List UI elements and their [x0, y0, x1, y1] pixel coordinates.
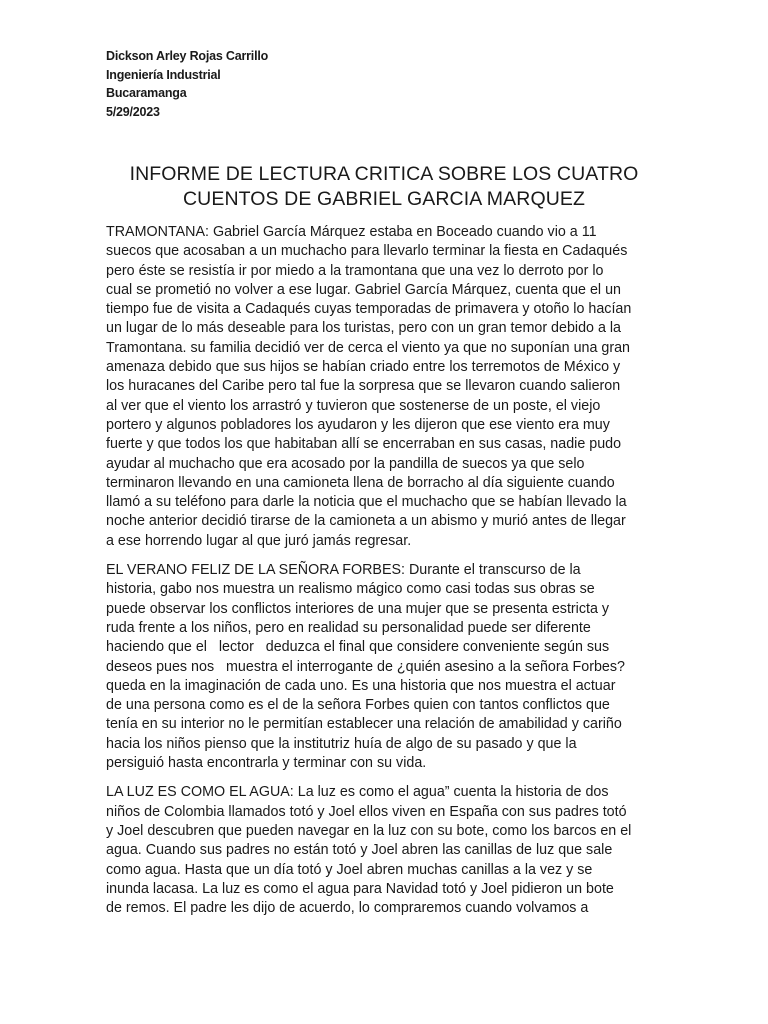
- text-line: TRAMONTANA: Gabriel García Márquez estaba en Boceado cuando vio a 11: [106, 224, 597, 240]
- program-name: Ingeniería Industrial: [106, 67, 221, 82]
- paragraph-tramontana: [106, 223, 666, 551]
- text-line: terminaron llevando en una camioneta llena de borracho al día siguiente cuando: [106, 474, 615, 491]
- text-line: los huracanes del Caribe pero tal fue la sorpresa que se llevaron cuando salieron: [106, 378, 621, 395]
- author-name: Dickson Arley Rojas Carrillo: [106, 49, 269, 63]
- text-line: cual se prometió no volver a ese lugar. Gabriel García Márquez, cuenta que el un: [106, 281, 621, 298]
- text-line: queda en la imaginación de cada uno. Es una historia que nos muestra el actuar: [106, 677, 616, 694]
- text-line: portero y algunos pobladores los ayudaron y les dijeron que ese viento era muy: [106, 416, 610, 433]
- paragraph-verano-feliz: [106, 561, 666, 773]
- text-line: ruda frente a los niños, pero en realidad su personalidad puede ser diferente: [106, 619, 591, 636]
- text-line: a ese horrendo lugar al que juró jamás regresar.: [106, 532, 412, 549]
- text-line: pero éste se resistía ir por miedo a la tramontana que una vez lo derroto por lo: [106, 262, 604, 279]
- text-line: LA LUZ ES COMO EL AGUA: La luz es como el agua” cuenta la historia de dos: [106, 784, 609, 801]
- document-date: 5/29/2023: [106, 104, 160, 119]
- text-line: un lugar de lo más deseable para los turistas, pero con un gran temor debido a la: [106, 320, 622, 337]
- text-line: agua. Cuando sus padres no están totó y Joel abren las canillas de luz que sale: [106, 842, 613, 859]
- text-line: EL VERANO FELIZ DE LA SEÑORA FORBES: Durante el transcurso de la: [106, 562, 581, 579]
- text-line: persiguió hasta encontrarla y terminar con su vida.: [106, 755, 427, 772]
- title-line: INFORME DE LECTURA CRITICA SOBRE LOS CUATRO: [129, 163, 639, 185]
- text-line: al ver que el viento los arrastró y tuvieron que sostenerse de un poste, el viejo: [106, 397, 601, 414]
- text-line: deseos pues nos muestra el interrogante de ¿quién asesino a la señora Forbes?: [106, 658, 625, 675]
- text-line: y Joel descubren que pueden navegar en la luz con su bote, como los barcos en el: [106, 822, 632, 839]
- text-line: ayudar al muchacho que era acosado por la pandilla de suecos ya que selo: [106, 455, 585, 472]
- text-line: Tramontana. su familia decidió ver de cerca el viento ya que no suponían una gran: [106, 339, 631, 356]
- text-line: inunda lacasa. La luz es como el agua para Navidad totó y Joel pidieron un bote: [106, 880, 614, 897]
- text-line: haciendo que el lector deduzca el final que considere conveniente según sus: [106, 639, 610, 656]
- document-title: [106, 162, 662, 212]
- text-line: de una persona como es el de la señora Forbes quien con tantos conflictos que: [106, 697, 610, 714]
- text-line: tenía en su interior no le permitían establecer una relación de amabilidad y cariño: [106, 716, 622, 733]
- document-body: [106, 223, 666, 928]
- text-line: niños de Colombia llamados totó y Joel ellos viven en España con sus padres totó: [106, 803, 627, 820]
- text-line: llamó a su teléfono para darle la noticia que el muchacho que se habían llevado la: [106, 494, 627, 511]
- city-name: Bucaramanga: [106, 86, 187, 100]
- text-line: fuerte y que todos los que habitaban allí se encerraban en sus casas, nadie pudo: [106, 436, 622, 453]
- title-line: CUENTOS DE GABRIEL GARCIA MARQUEZ: [182, 188, 586, 210]
- text-line: tiempo fue de visita a Cadaqués cuyas temporadas de primavera y otoño lo hacían: [106, 301, 632, 318]
- text-line: de remos. El padre les dijo de acuerdo, lo compraremos cuando volvamos a: [106, 900, 589, 917]
- paragraph-luz-agua: [106, 783, 666, 918]
- text-line: historia, gabo nos muestra un realismo mágico como casi todas sus obras se: [106, 581, 595, 598]
- text-line: puede observar los conflictos interiores de una mujer que se presenta estricta y: [106, 600, 610, 617]
- text-line: hacia los niños pienso que la institutriz huía de algo de su pasado y que la: [106, 735, 577, 752]
- document-header: [106, 47, 268, 121]
- text-line: como agua. Hasta que un día totó y Joel abren muchas canillas a la vez y se: [106, 861, 593, 878]
- text-line: amenaza debido que sus hijos se habían criado entre los terremotos de México y: [106, 359, 621, 376]
- text-line: suecos que acosaban a un muchacho para llevarlo terminar la fiesta en Cadaqués: [106, 243, 628, 260]
- text-line: noche anterior decidió tirarse de la camioneta a un abismo y murió antes de llegar: [106, 513, 626, 530]
